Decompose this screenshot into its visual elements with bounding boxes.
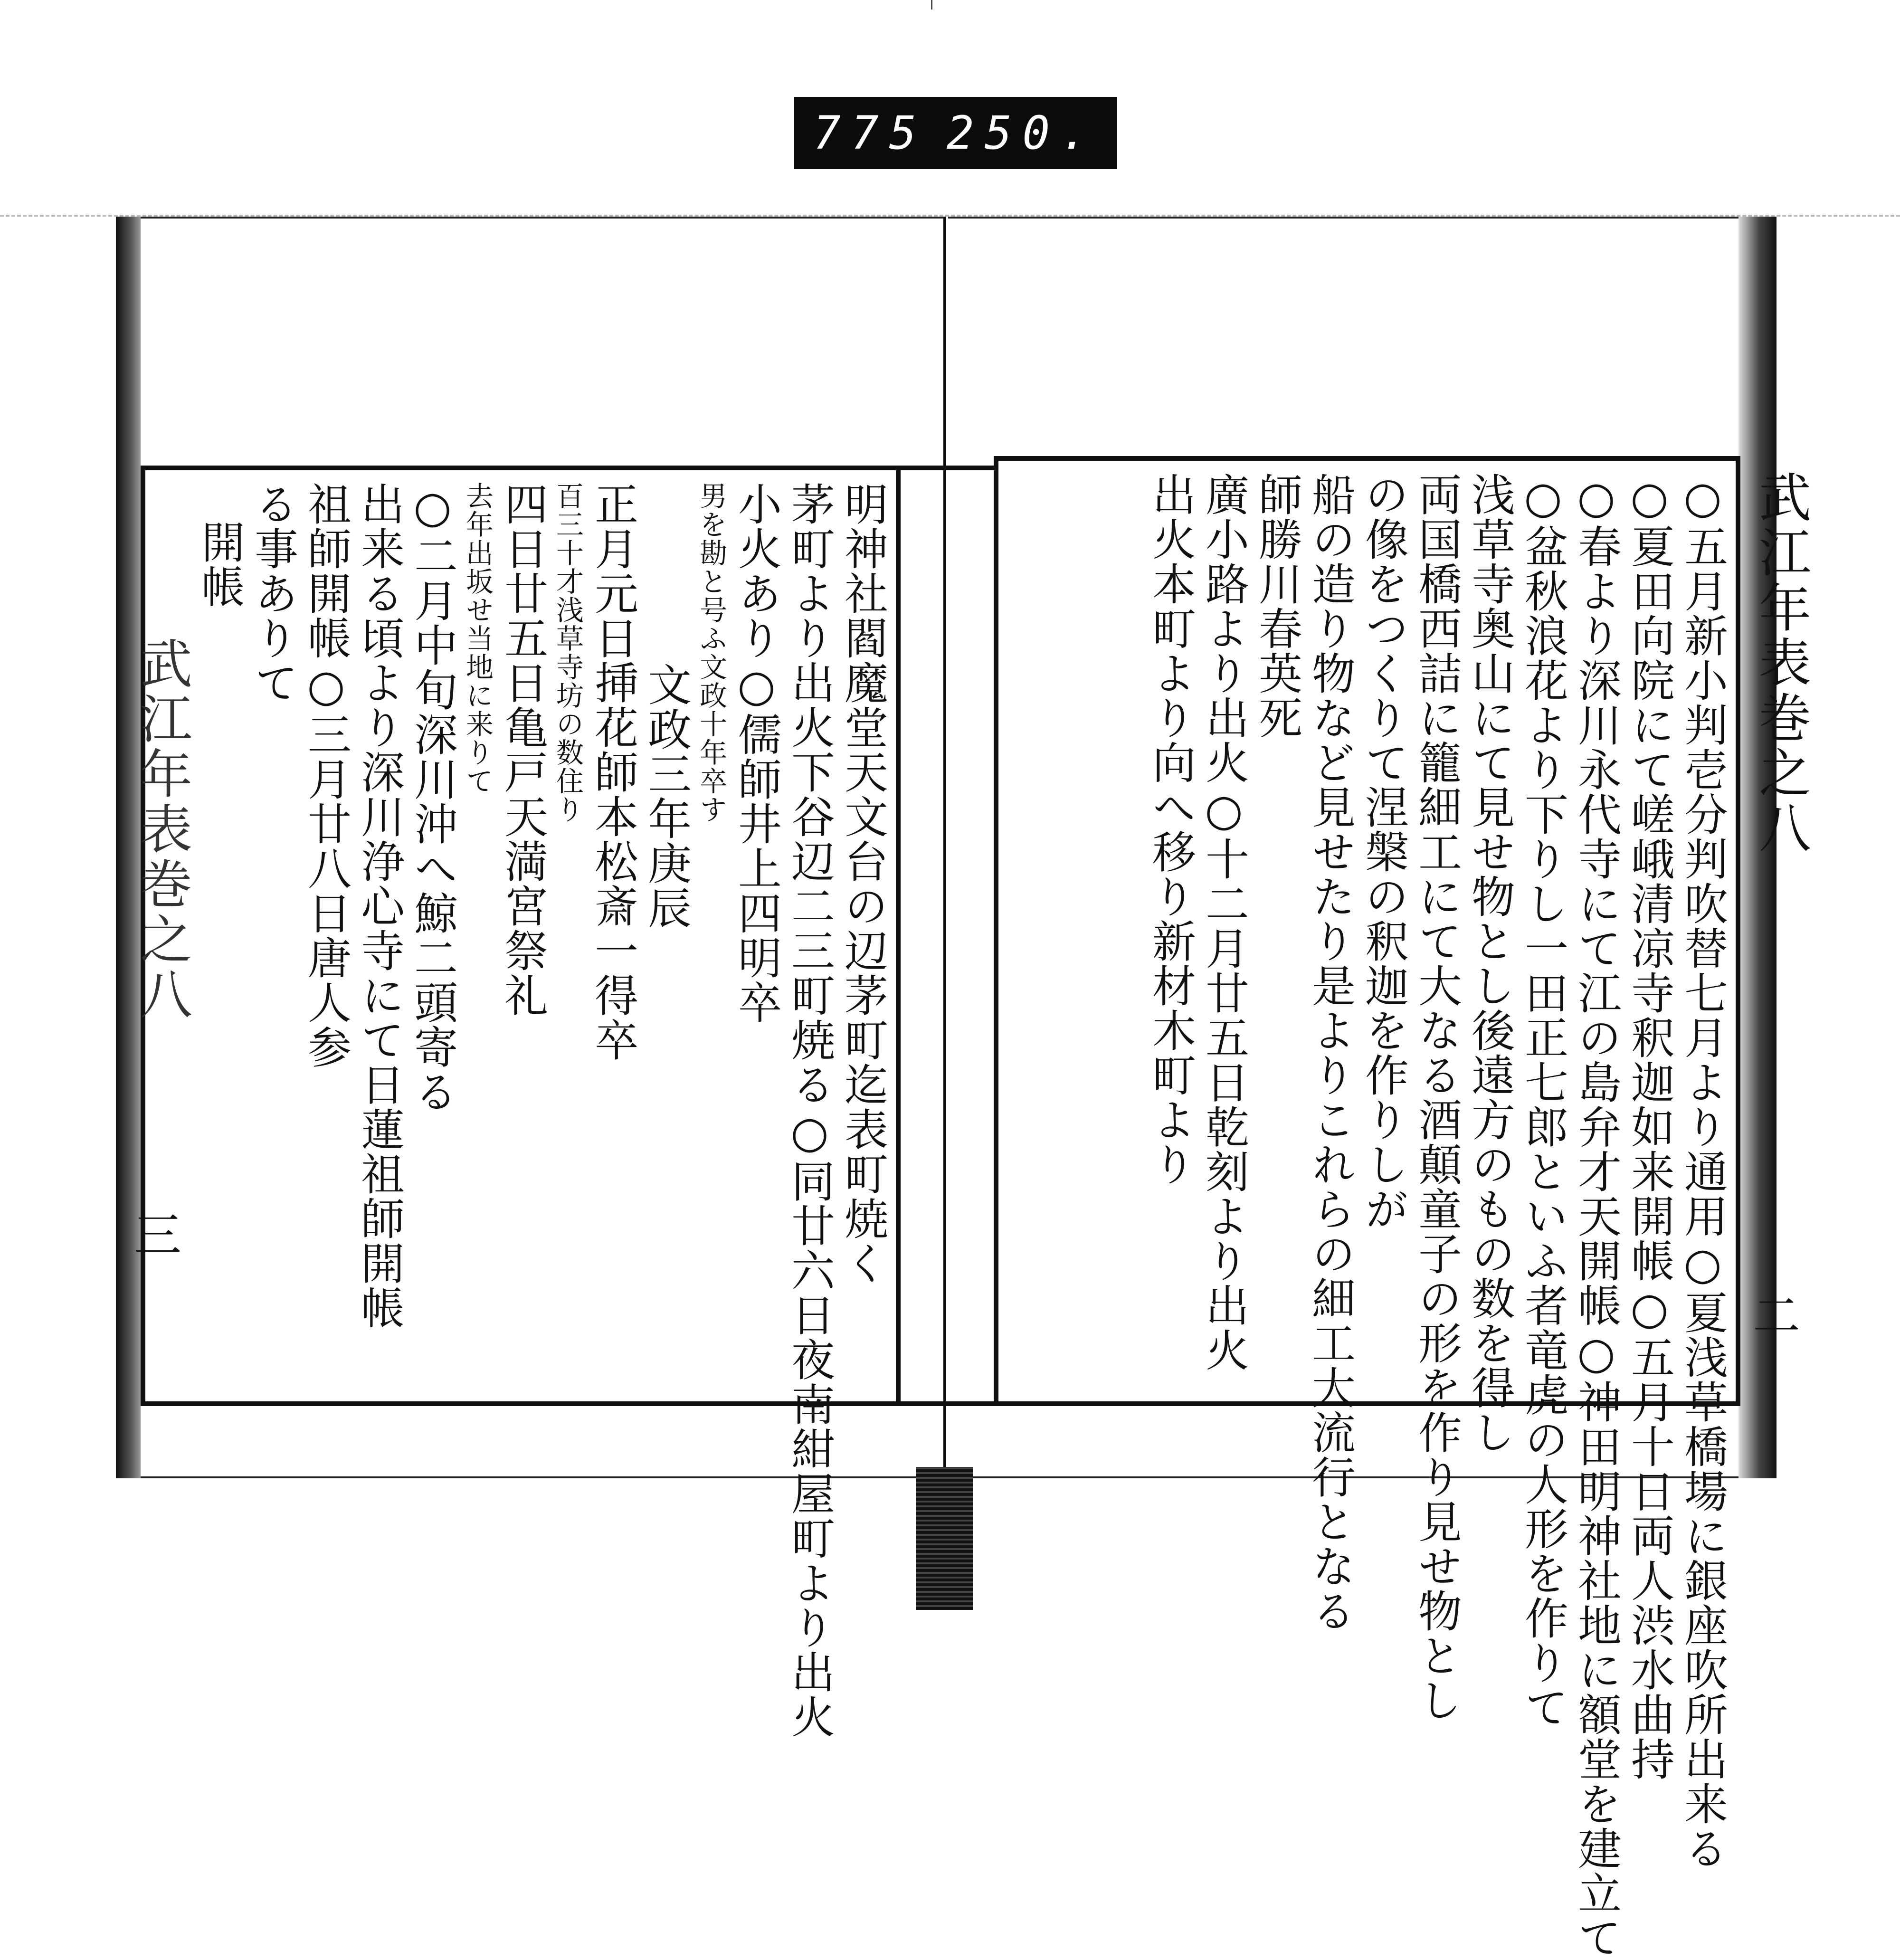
text-column: 廣小路より出火○十二月廿五日乾刻より出火 [1198,472,1249,1372]
text-column: 祖師開帳○三月廿八日唐人参 [301,482,352,1069]
right-page-number: 二 [1753,1288,1800,1344]
text-column: ○盆秋浪花より下りし一田正七郎といふ者竜虎の人形を作りて [1518,472,1568,1730]
text-column: 四日廿五日亀戸天満宮祭礼 [497,482,548,1018]
text-column: 両国橋西詰に籠細工にて大なる酒顛童子の形を作り見せ物とし [1411,472,1462,1722]
left-page-number: 三 [134,1208,181,1263]
text-column: ○夏田向院にて嵯峨清凉寺釈迦如来開帳○五月十日両人渋水曲持 [1624,472,1675,1781]
left-text-frame [141,466,901,1739]
catalog-label [794,97,1117,169]
text-column: 開帳 [194,520,245,609]
text-column: 船の造り物など見せたり是よりこれらの細工大流行となる [1305,472,1356,1633]
text-column: の像をつくりて涅槃の釈迦を作りしが [1358,472,1409,1231]
text-column: 師勝川春英死 [1252,472,1302,740]
book-gutter [943,217,946,1478]
gutter-clamp [916,1467,973,1610]
text-column: 出来る頃より深川浄心寺にて日蓮祖師開帳 [354,482,405,1330]
era-heading: 文政三年庚辰 [641,662,692,930]
text-column: 茅町より出火下谷辺二三町焼る○同廿六日夜南紺屋町より出火 [784,482,835,1739]
small-note: 男を勘と号ふ文政十年卒す [695,482,727,824]
text-column: ○春より深川永代寺にて江の島弁才天開帳○神田明神社地に額堂を建立て [1571,472,1622,1960]
text-column: ○五月新小判壱分判吹替七月より通用○夏浅草橋場に銀座吹所出来る [1677,472,1728,1871]
top-edge-mark [931,0,942,10]
text-column: 明神社閻魔堂天文台の辺茅町迄表町焼く [837,482,888,1285]
left-margin-title: 武江年表巻之八 [132,637,192,1022]
text-column: 出火本町より向へ移り新材木町より [1145,472,1196,1187]
small-note: 百三十才浅草寺坊の数住り [551,482,584,824]
catalog-number-left: 775 [813,106,927,160]
small-note: 去年出坂せ当地に来りて [461,482,494,795]
catalog-number-right: 250. [946,106,1098,160]
text-column: 正月元日挿花師本松斎一得卒 [588,482,638,1062]
right-margin-title: 武江年表巻之八 [1750,470,1811,856]
text-column: 浅草寺奥山にて見せ物とし後遠方のもの数を得し [1464,472,1515,1455]
right-text-frame [994,456,1740,1960]
text-column: 小火あり○儒師井上四明卒 [731,482,782,1025]
text-column: ○二月中旬深川沖へ鯨二頭寄る [407,482,458,1114]
text-column: る事ありて [247,482,298,705]
